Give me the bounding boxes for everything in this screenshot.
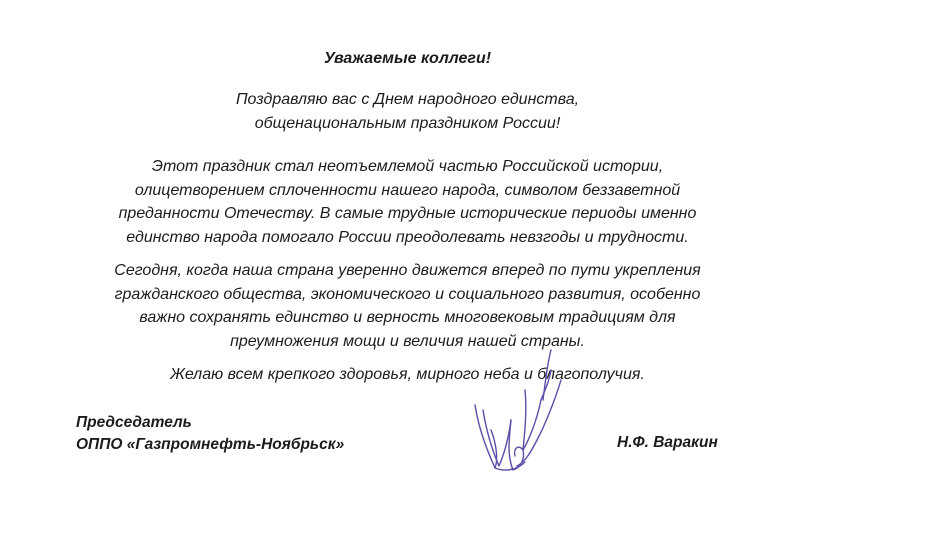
today-line: важно сохранять единство и верность многовековым традициям для bbox=[139, 309, 676, 326]
wish-line: Желаю всем крепкого здоровья, мирного неба и благополучия. bbox=[170, 366, 645, 383]
history-line: преданности Отечеству. В самые трудные исторические периоды именно bbox=[118, 205, 697, 222]
history-paragraph bbox=[30, 155, 785, 249]
signature-stroke bbox=[523, 390, 541, 450]
history-line: единство народа помогало России преодолевать невзгоды и трудности. bbox=[126, 228, 689, 246]
history-line: олицетворением сплоченности нашего народа, символом беззаветной bbox=[134, 181, 681, 199]
letter-body bbox=[30, 88, 785, 387]
signer-title bbox=[76, 412, 344, 456]
today-line: преумножения мощи и величия нашей страны. bbox=[230, 332, 585, 350]
intro-line: Поздравляю вас с Днем народного единства, bbox=[235, 91, 580, 108]
greeting-heading: Уважаемые коллеги! bbox=[323, 50, 492, 67]
signer-organization: ОППО «Газпромнефть-Ноябрьск» bbox=[76, 436, 345, 453]
signer-name: Н.Ф. Варакин bbox=[617, 434, 718, 451]
history-line: Этот праздник стал неотъемлемой частью Российской истории, bbox=[151, 158, 664, 175]
handwritten-signature bbox=[465, 340, 575, 480]
signature-stroke bbox=[475, 405, 497, 468]
signer-position: Председатель bbox=[76, 414, 192, 431]
today-line: Сегодня, когда наша страна уверенно движется вперед по пути укрепления bbox=[114, 262, 701, 279]
intro-line: общенациональным праздником России! bbox=[254, 114, 561, 132]
intro-paragraph bbox=[30, 88, 785, 135]
today-paragraph bbox=[30, 259, 785, 353]
today-line: гражданского общества, экономического и социального развития, особенно bbox=[114, 285, 701, 303]
wish-paragraph bbox=[30, 363, 785, 387]
